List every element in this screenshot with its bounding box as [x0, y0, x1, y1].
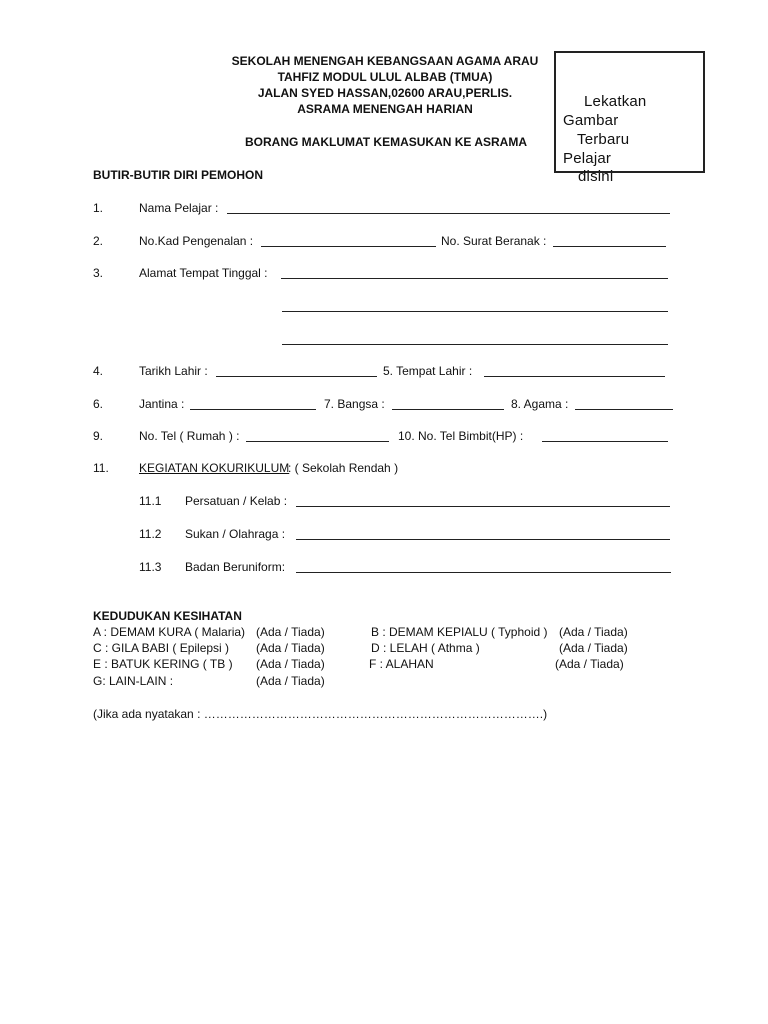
field-alamat-line-1[interactable] [281, 278, 668, 279]
health-a-label: A : DEMAM KURA ( Malaria) [93, 625, 246, 639]
label-sukan: Sukan / Olahraga : [185, 527, 286, 541]
item-number-3: 3. [93, 266, 104, 280]
health-f-option[interactable]: (Ada / Tiada) [555, 657, 624, 671]
health-a-option[interactable]: (Ada / Tiada) [256, 625, 325, 639]
field-bimbit-line[interactable] [542, 441, 668, 442]
health-g-label: G: LAIN-LAIN : [93, 674, 174, 688]
item-number-11-1: 11.1 [139, 494, 162, 508]
health-g-option[interactable]: (Ada / Tiada) [256, 674, 325, 688]
field-tempat-line[interactable] [484, 376, 665, 377]
item-number-11: 11. [93, 461, 109, 475]
health-d-label: D : LELAH ( Athma ) [371, 641, 480, 655]
photo-text-2: Gambar [563, 112, 619, 129]
field-alamat-line-2[interactable] [282, 311, 668, 312]
label-persatuan: Persatuan / Kelab : [185, 494, 288, 508]
item-number-11-3: 11.3 [139, 560, 162, 574]
label-nama: Nama Pelajar : [139, 201, 219, 215]
field-bangsa-line[interactable] [392, 409, 504, 410]
label-tempat-lahir: 5. Tempat Lahir : [383, 364, 473, 378]
item-number-2: 2. [93, 234, 104, 248]
health-d-option[interactable]: (Ada / Tiada) [559, 641, 628, 655]
school-name: SEKOLAH MENENGAH KEBANGSAAN AGAMA ARAU [231, 54, 539, 68]
section-title-health: KEDUDUKAN KESIHATAN [93, 609, 242, 623]
field-badan-line[interactable] [296, 572, 671, 573]
health-c-label: C : GILA BABI ( Epilepsi ) [93, 641, 230, 655]
label-ic: No.Kad Pengenalan : [139, 234, 254, 248]
health-b-label: B : DEMAM KEPIALU ( Typhoid ) [371, 625, 548, 639]
health-note: (Jika ada nyatakan : ………………………………………………………………………….) [93, 707, 548, 721]
photo-text-3: Terbaru [577, 131, 630, 148]
field-persatuan-line[interactable] [296, 506, 670, 507]
field-sukan-line[interactable] [296, 539, 670, 540]
item-number-1: 1. [93, 201, 104, 215]
label-jantina: Jantina : [139, 397, 185, 411]
field-surat-line[interactable] [553, 246, 666, 247]
label-alamat: Alamat Tempat Tinggal : [139, 266, 268, 280]
health-c-option[interactable]: (Ada / Tiada) [256, 641, 325, 655]
item-number-9: 9. [93, 429, 104, 443]
field-tarikh-line[interactable] [216, 376, 377, 377]
label-tel-rumah: No. Tel ( Rumah ) : [139, 429, 240, 443]
label-surat-beranak: No. Surat Beranak : [441, 234, 547, 248]
item-number-4: 4. [93, 364, 104, 378]
school-address: JALAN SYED HASSAN,02600 ARAU,PERLIS. [257, 86, 513, 100]
label-agama: 8. Agama : [511, 397, 569, 411]
field-agama-line[interactable] [575, 409, 673, 410]
photo-text-1: Lekatkan [584, 93, 647, 110]
hostel-name: ASRAMA MENENGAH HARIAN [297, 102, 473, 116]
label-tarikh-lahir: Tarikh Lahir : [139, 364, 208, 378]
item-number-11-2: 11.2 [139, 527, 162, 541]
section-title-personal: BUTIR-BUTIR DIRI PEMOHON [93, 168, 263, 182]
field-alamat-line-3[interactable] [282, 344, 668, 345]
label-tel-bimbit: 10. No. Tel Bimbit(HP) : [398, 429, 524, 443]
photo-text-4: Pelajar [563, 150, 612, 167]
health-e-option[interactable]: (Ada / Tiada) [256, 657, 325, 671]
form-title: BORANG MAKLUMAT KEMASUKAN KE ASRAMA [245, 135, 527, 149]
health-e-label: E : BATUK KERING ( TB ) [93, 657, 233, 671]
item-number-6: 6. [93, 397, 104, 411]
photo-text-5: disini [578, 168, 614, 182]
label-kegiatan-suffix: : ( Sekolah Rendah ) [288, 461, 399, 475]
health-f-label: F : ALAHAN [369, 657, 434, 671]
field-jantina-line[interactable] [190, 409, 316, 410]
field-ic-line[interactable] [261, 246, 436, 247]
school-program: TAHFIZ MODUL ULUL ALBAB (TMUA) [277, 70, 493, 84]
label-kegiatan: KEGIATAN KOKURIKULUM [139, 461, 290, 475]
label-badan-beruniform: Badan Beruniform: [185, 560, 286, 574]
field-nama-line[interactable] [227, 213, 670, 214]
field-tel-line[interactable] [246, 441, 389, 442]
health-b-option[interactable]: (Ada / Tiada) [559, 625, 628, 639]
label-bangsa: 7. Bangsa : [324, 397, 385, 411]
